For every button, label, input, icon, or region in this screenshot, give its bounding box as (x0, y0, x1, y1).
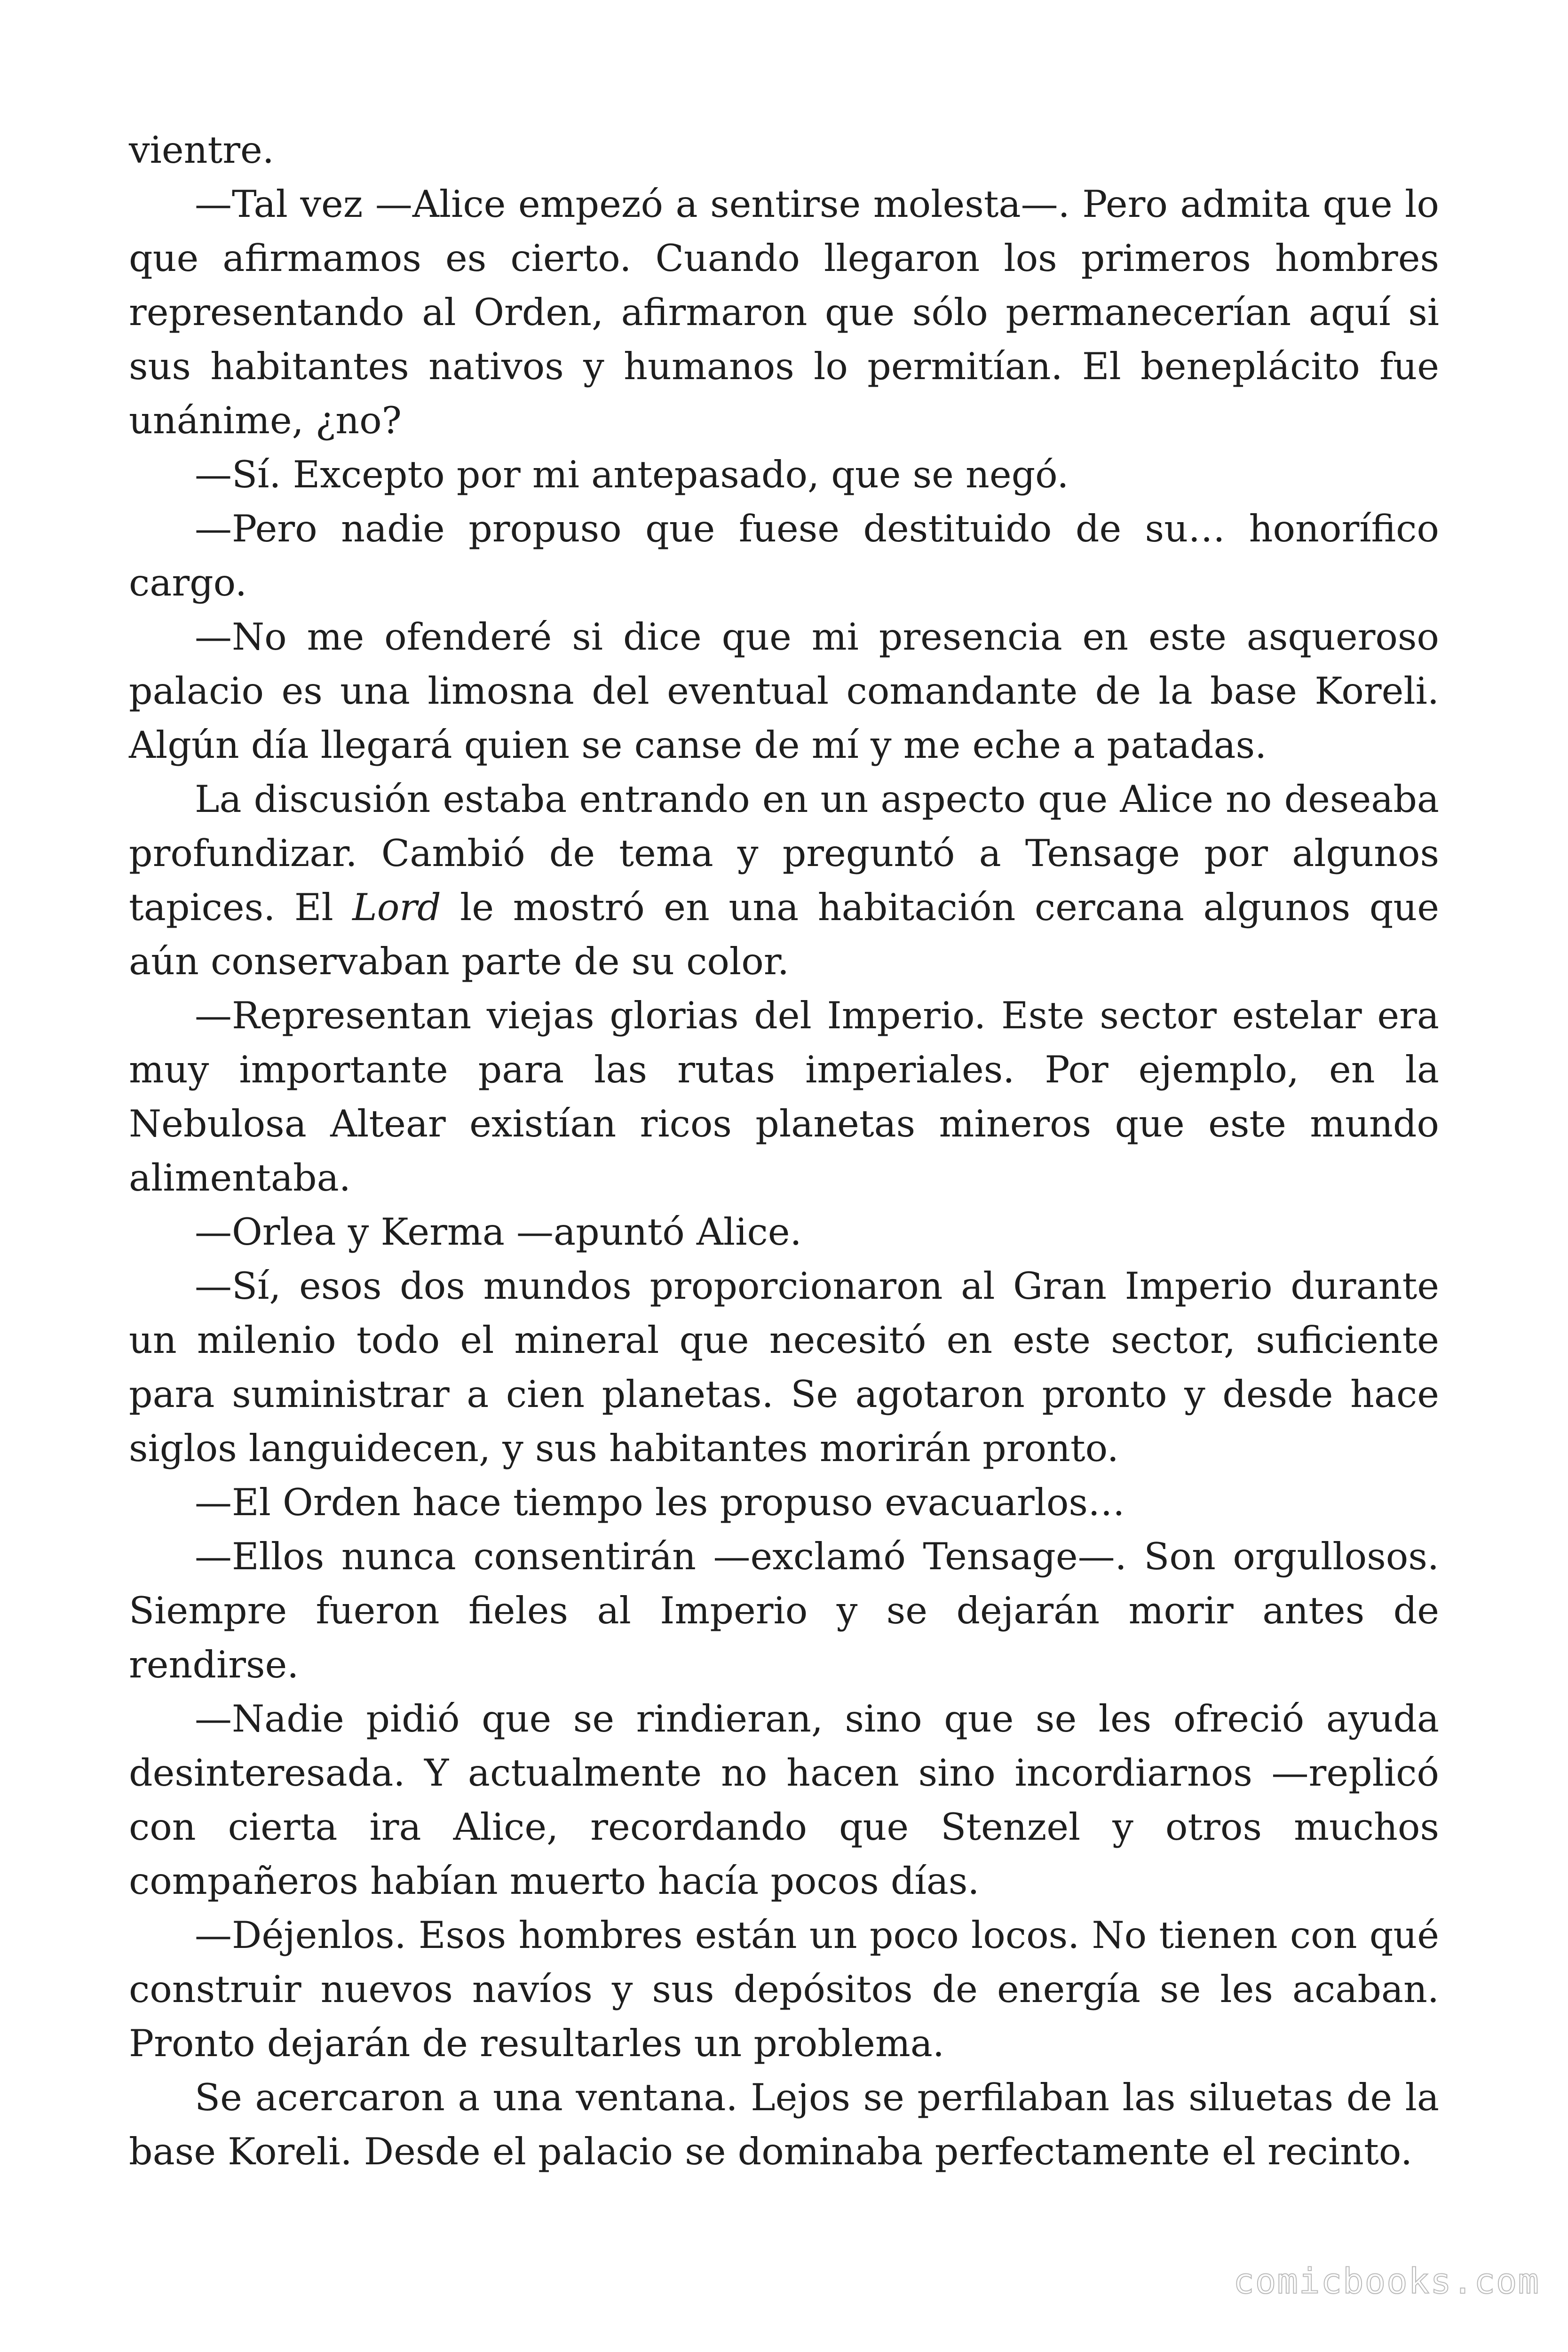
paragraph-dialogue: —Pero nadie propuso que fuese destituido de su… honorífico cargo. (129, 507, 1439, 604)
paragraph-dialogue: —Tal vez —Alice empezó a sentirse molesta—. Pero admita que lo que afirmamos es cierto. Cuando llegaron los primeros hombres representando al Orden, afirmaron que sólo permanecerían aquí si sus habitantes nativos y humanos lo permitían. El beneplácito fue unánime, ¿no? (129, 183, 1439, 442)
paragraph-dialogue: —No me ofenderé si dice que mi presencia en este asqueroso palacio es una limosna del eventual comandante de la base Koreli. Algún día llegará quien se canse de mí y me eche a patadas. (129, 615, 1439, 767)
italic-lord: Lord (352, 886, 441, 929)
narration-text: La discusión estaba entrando en un aspecto que Alice no deseaba profundizar. Cambió de tema y preguntó a Tensage por algunos tapices. El (129, 778, 1439, 929)
paragraph-narration: Se acercaron a una ventana. Lejos se perfilaban las siluetas de la base Koreli. Desde el palacio se dominaba perfectamente el recinto. (129, 2076, 1439, 2173)
paragraph-dialogue: —El Orden hace tiempo les propuso evacuarlos… (195, 1481, 1125, 1524)
paragraph-dialogue: —Déjenlos. Esos hombres están un poco locos. No tienen con qué construir nuevos navíos y sus depósitos de energía se les acaban. Pronto dejarán de resultarles un problema. (129, 1914, 1439, 2065)
paragraph-dialogue: —Orlea y Kerma —apuntó Alice. (195, 1210, 802, 1254)
narration-text: le mostró en una habitación cercana algunos que aún conservaban parte de su color. (129, 886, 1440, 983)
paragraph-dialogue: —Nadie pidió que se rindieran, sino que se les ofreció ayuda desinteresada. Y actualmente no hacen sino incordiarnos —replicó con cierta ira Alice, recordando que Stenzel y otros muchos compañeros habían muerto hacía pocos días. (129, 1697, 1439, 1903)
paragraph-dialogue: —Sí, esos dos mundos proporcionaron al Gran Imperio durante un milenio todo el mineral que necesitó en este sector, suficiente para suministrar a cien planetas. Se agotaron pronto y desde hace siglos languidecen, y sus habitantes morirán pronto. (129, 1264, 1439, 1470)
book-page-text (129, 123, 1439, 2179)
paragraph-dialogue: —Sí. Excepto por mi antepasado, que se negó. (195, 453, 1069, 496)
paragraph-dialogue: —Ellos nunca consentirán —exclamó Tensage—. Son orgullosos. Siempre fueron fieles al Imperio y se dejarán morir antes de rendirse. (129, 1535, 1439, 1686)
paragraph-continuation: vientre. (129, 128, 274, 172)
paragraph-narration (129, 772, 1439, 989)
paragraph-dialogue: —Representan viejas glorias del Imperio. Este sector estelar era muy importante para las rutas imperiales. Por ejemplo, en la Nebulosa Altear existían ricos planetas mineros que este mundo alimentaba. (129, 994, 1439, 1200)
watermark: comicbooks.com (1233, 2261, 1540, 2302)
